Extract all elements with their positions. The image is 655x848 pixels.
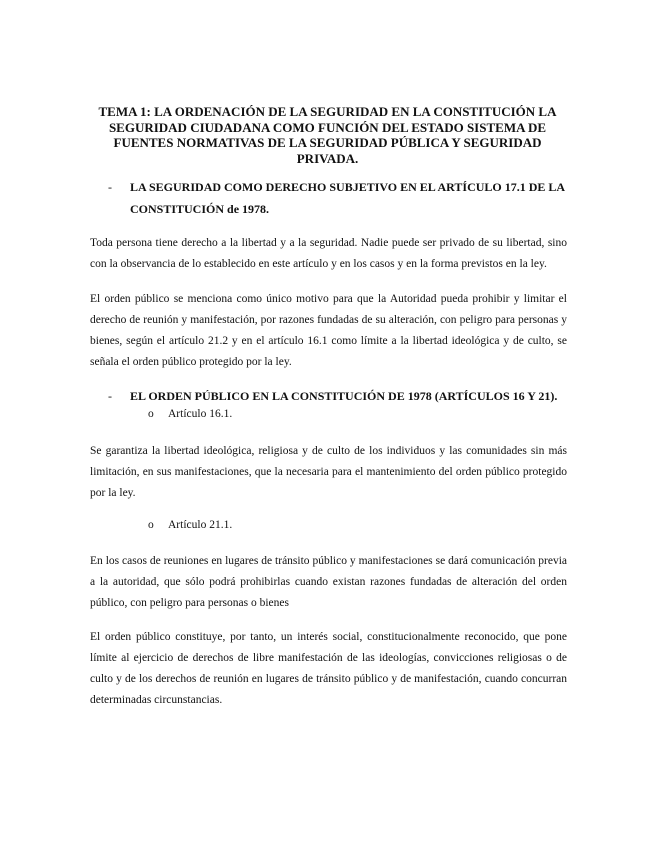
section-heading-seguridad xyxy=(90,180,570,220)
paragraph-seguridad: Toda persona tiene derecho a la libertad y a la seguridad. Nadie puede ser privado de su libertad, sino con la observancia de lo establecido en este artículo y en los casos y en la forma previstos en la ley. xyxy=(90,237,567,270)
section-heading-line1: EL ORDEN PÚBLICO EN LA CONSTITUCIÓN DE 1978 (ARTÍCULOS 16 Y 21). xyxy=(130,389,558,403)
paragraph-orden-publico-mencion: El orden público se menciona como único motivo para que la Autoridad pueda prohibir y limitar el derecho de reunión y manifestación, por razones fundadas de su alteración, con peligro para personas y bienes, según el artículo 21.2 y en el artículo 16.1 como límite a la libertad ideológica y de culto, se señala el orden público protegido por la ley. xyxy=(90,293,567,368)
sub-bullet-articulo-16 xyxy=(148,408,232,420)
page-title: TEMA 1: LA ORDENACIÓN DE LA SEGURIDAD EN LA CONSTITUCIÓN LA SEGURIDAD CIUDADANA COMO FUNCIÓN DEL ESTADO SISTEMA DE FUENTES NORMATIVAS DE LA SEGURIDAD PÚBLICA Y SEGURIDAD PRIVADA. xyxy=(98,104,557,166)
sub-bullet-label: Artículo 21.1. xyxy=(168,519,233,531)
section-heading-orden-publico xyxy=(90,389,570,407)
section-dash: - xyxy=(108,180,112,194)
section-heading-line2: CONSTITUCIÓN de 1978. xyxy=(130,202,270,216)
paragraph-libertad-ideologica: Se garantiza la libertad ideológica, religiosa y de culto de los individuos y las comunidades sin más limitación, en sus manifestaciones, que la necesaria para el mantenimiento del orden público protegido por la ley. xyxy=(90,445,567,499)
paragraph-interes-social: El orden público constituye, por tanto, un interés social, constitucionalmente reconocido, que pone límite al ejercicio de derechos de libre manifestación de las ideologías, convicciones religiosas o de culto y de los derechos de reunión en lugares de tránsito público y de manifestación, cuando concurran determinadas circunstancias. xyxy=(90,631,567,706)
section-heading-line1: LA SEGURIDAD COMO DERECHO SUBJETIVO EN EL ARTÍCULO 17.1 DE LA xyxy=(130,180,566,194)
sub-bullet-label: Artículo 16.1. xyxy=(168,408,233,420)
sub-bullet-articulo-21 xyxy=(148,519,232,531)
sub-bullet-marker: o xyxy=(148,519,154,531)
sub-bullet-marker: o xyxy=(148,408,154,420)
section-dash: - xyxy=(108,389,112,403)
paragraph-reuniones: En los casos de reuniones en lugares de tránsito público y manifestaciones se dará comunicación previa a la autoridad, que sólo podrá prohibirlas cuando existan razones fundadas de alteración del orden público, con peligro para personas o bienes xyxy=(90,555,567,609)
